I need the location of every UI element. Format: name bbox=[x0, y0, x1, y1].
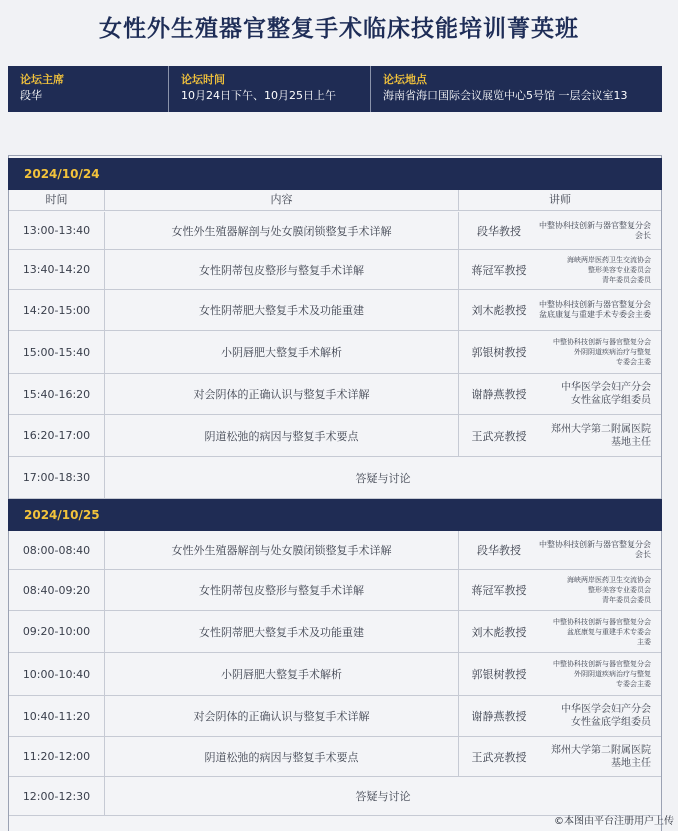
lecturer-cell bbox=[459, 696, 661, 736]
lecturer-name: 谢静燕教授 bbox=[471, 710, 527, 723]
schedule-row bbox=[9, 531, 661, 570]
lecturer-cell bbox=[459, 570, 661, 610]
schedule-row bbox=[9, 777, 661, 816]
lecturer-affiliation bbox=[539, 540, 661, 560]
affiliation-line: 主委 bbox=[637, 637, 651, 646]
lecturer-cell bbox=[459, 653, 661, 695]
session-time: 12:00-12:30 bbox=[22, 789, 91, 803]
schedule-row bbox=[9, 374, 661, 415]
watermark: ©本图由平台注册用户上传 bbox=[554, 816, 674, 827]
schedule-row bbox=[9, 696, 661, 737]
lecturer-cell bbox=[459, 290, 661, 330]
lecturer-name: 王武亮教授 bbox=[471, 429, 527, 443]
affiliation-line: 会长 bbox=[635, 230, 651, 240]
column-header-time: 时间 bbox=[45, 193, 68, 206]
session-time: 10:40-11:20 bbox=[22, 709, 91, 723]
lecturer-name: 刘木彪教授 bbox=[471, 625, 527, 639]
session-topic: 女性外生殖器解剖与处女膜闭锁整复手术详解 bbox=[104, 212, 459, 249]
lecturer-name: 蒋冠军教授 bbox=[471, 584, 527, 597]
schedule-row bbox=[9, 212, 661, 250]
session-topic: 答疑与讨论 bbox=[104, 457, 661, 498]
lecturer-name: 段华教授 bbox=[477, 224, 521, 238]
affiliation-line: 外阴阴道疾病治疗与整复 bbox=[574, 670, 651, 678]
time-value: 10月24日下午、10月25日上午 bbox=[181, 89, 336, 102]
forum-time bbox=[168, 66, 370, 112]
affiliation-line: 中整协科技创新与器官整复分会 bbox=[539, 220, 651, 230]
affiliation-line: 基地主任 bbox=[611, 757, 651, 769]
lecturer-affiliation bbox=[539, 423, 661, 449]
forum-place bbox=[370, 66, 662, 112]
affiliation-line: 中整协科技创新与器官整复分会 bbox=[553, 617, 651, 626]
affiliation-line: 专委会主委 bbox=[616, 358, 651, 366]
affiliation-line: 郑州大学第二附属医院 bbox=[551, 423, 651, 435]
session-time: 08:40-09:20 bbox=[22, 583, 91, 597]
affiliation-line: 中整协科技创新与器官整复分会 bbox=[539, 300, 651, 309]
column-header-lecturer: 讲师 bbox=[549, 193, 571, 206]
session-topic: 阴道松弛的病因与整复手术要点 bbox=[104, 737, 459, 776]
lecturer-affiliation bbox=[539, 337, 661, 367]
session-topic: 女性阴蒂包皮整形与整复手术详解 bbox=[104, 570, 459, 610]
session-time: 11:20-12:00 bbox=[22, 750, 91, 763]
session-topic: 对会阴体的正确认识与整复手术详解 bbox=[104, 374, 459, 414]
lecturer-affiliation bbox=[539, 381, 661, 407]
place-label: 论坛地点 bbox=[383, 73, 427, 86]
lecturer-affiliation bbox=[539, 744, 661, 770]
column-header-content: 内容 bbox=[104, 190, 459, 210]
time-label: 论坛时间 bbox=[181, 73, 225, 86]
lecturer-cell bbox=[459, 374, 661, 414]
schedule-row bbox=[9, 415, 661, 457]
lecturer-name: 段华教授 bbox=[477, 544, 521, 557]
session-topic: 答疑与讨论 bbox=[104, 777, 661, 815]
session-topic: 小阴唇肥大整复手术解析 bbox=[104, 653, 459, 695]
forum-info-bar bbox=[8, 66, 662, 112]
lecturer-affiliation bbox=[539, 255, 661, 285]
affiliation-line: 青年委员会委员 bbox=[602, 275, 651, 284]
chair-label: 论坛主席 bbox=[20, 73, 64, 86]
schedule-table bbox=[8, 155, 662, 831]
lecturer-affiliation bbox=[539, 300, 661, 320]
lecturer-affiliation bbox=[539, 617, 661, 647]
schedule-row bbox=[9, 250, 661, 290]
schedule-row bbox=[9, 457, 661, 499]
affiliation-line: 盆底康复与重建手术专委会主委 bbox=[539, 310, 651, 319]
affiliation-line: 郑州大学第二附属医院 bbox=[551, 744, 651, 756]
session-time: 15:00-15:40 bbox=[22, 345, 91, 359]
schedule-row bbox=[9, 331, 661, 374]
session-topic: 女性外生殖器解剖与处女膜闭锁整复手术详解 bbox=[104, 531, 459, 569]
session-time: 13:40-14:20 bbox=[22, 263, 91, 276]
lecturer-affiliation bbox=[539, 221, 661, 241]
affiliation-line: 基地主任 bbox=[611, 436, 651, 448]
place-value: 海南省海口国际会议展览中心5号馆 一层会议室13 bbox=[383, 89, 628, 102]
affiliation-line: 青年委员会委员 bbox=[602, 596, 651, 604]
session-time: 17:00-18:30 bbox=[22, 471, 91, 484]
lecturer-name: 郭银树教授 bbox=[471, 668, 527, 681]
session-time: 14:20-15:00 bbox=[22, 303, 91, 317]
affiliation-line: 中华医学会妇产分会 bbox=[561, 704, 651, 715]
affiliation-line: 女性盆底学组委员 bbox=[571, 717, 651, 728]
lecturer-cell bbox=[459, 737, 661, 776]
session-topic: 对会阴体的正确认识与整复手术详解 bbox=[104, 696, 459, 736]
lecturer-name: 蒋冠军教授 bbox=[471, 263, 527, 277]
lecturer-cell bbox=[459, 331, 661, 373]
session-time: 16:20-17:00 bbox=[22, 429, 91, 442]
lecturer-affiliation bbox=[539, 575, 661, 605]
session-time: 09:20-10:00 bbox=[22, 625, 91, 638]
affiliation-line: 中华医学会妇产分会 bbox=[561, 382, 651, 393]
lecturer-affiliation bbox=[539, 703, 661, 729]
schedule-row bbox=[9, 653, 661, 696]
affiliation-line: 整形美容专业委员会 bbox=[588, 265, 651, 274]
session-time: 13:00-13:40 bbox=[22, 224, 91, 237]
page-title: 女性外生殖器官整复手术临床技能培训菁英班 bbox=[99, 16, 579, 42]
session-topic: 阴道松弛的病因与整复手术要点 bbox=[104, 415, 459, 456]
affiliation-line: 专委会主委 bbox=[616, 680, 651, 688]
affiliation-line: 海峡两岸医药卫生交流协会 bbox=[567, 255, 651, 264]
schedule-row bbox=[9, 737, 661, 777]
session-time: 15:40-16:20 bbox=[22, 387, 91, 401]
session-time: 10:00-10:40 bbox=[22, 667, 91, 681]
lecturer-cell bbox=[459, 415, 661, 456]
lecturer-name: 谢静燕教授 bbox=[471, 388, 527, 401]
lecturer-name: 刘木彪教授 bbox=[471, 304, 527, 317]
lecturer-cell bbox=[459, 531, 661, 569]
affiliation-line: 会长 bbox=[635, 550, 651, 559]
lecturer-name: 郭银树教授 bbox=[471, 346, 527, 359]
affiliation-line: 盆底康复与重建手术专委会 bbox=[567, 627, 651, 636]
affiliation-line: 外阴阴道疾病治疗与整复 bbox=[574, 348, 651, 356]
column-header-row bbox=[9, 190, 661, 211]
day-header: 2024/10/25 bbox=[8, 499, 662, 531]
lecturer-cell bbox=[459, 611, 661, 652]
affiliation-line: 女性盆底学组委员 bbox=[571, 395, 651, 406]
lecturer-name: 王武亮教授 bbox=[471, 750, 527, 764]
lecturer-cell bbox=[459, 250, 661, 289]
session-topic: 女性阴蒂肥大整复手术及功能重建 bbox=[104, 290, 459, 330]
session-topic: 女性阴蒂肥大整复手术及功能重建 bbox=[104, 611, 459, 652]
affiliation-line: 海峡两岸医药卫生交流协会 bbox=[567, 576, 651, 584]
affiliation-line: 中整协科技创新与器官整复分会 bbox=[553, 660, 651, 668]
schedule-row bbox=[9, 290, 661, 331]
session-topic: 女性阴蒂包皮整形与整复手术详解 bbox=[104, 250, 459, 289]
lecturer-cell bbox=[459, 212, 661, 249]
schedule-row bbox=[9, 611, 661, 653]
forum-chair bbox=[8, 66, 168, 112]
session-time: 08:00-08:40 bbox=[22, 543, 91, 557]
affiliation-line: 中整协科技创新与器官整复分会 bbox=[553, 338, 651, 346]
chair-value: 段华 bbox=[20, 89, 42, 102]
session-topic: 小阴唇肥大整复手术解析 bbox=[104, 331, 459, 373]
affiliation-line: 整形美容专业委员会 bbox=[588, 586, 651, 594]
lecturer-affiliation bbox=[539, 659, 661, 689]
affiliation-line: 中整协科技创新与器官整复分会 bbox=[539, 540, 651, 549]
schedule-row bbox=[9, 570, 661, 611]
day-header: 2024/10/24 bbox=[8, 158, 662, 190]
